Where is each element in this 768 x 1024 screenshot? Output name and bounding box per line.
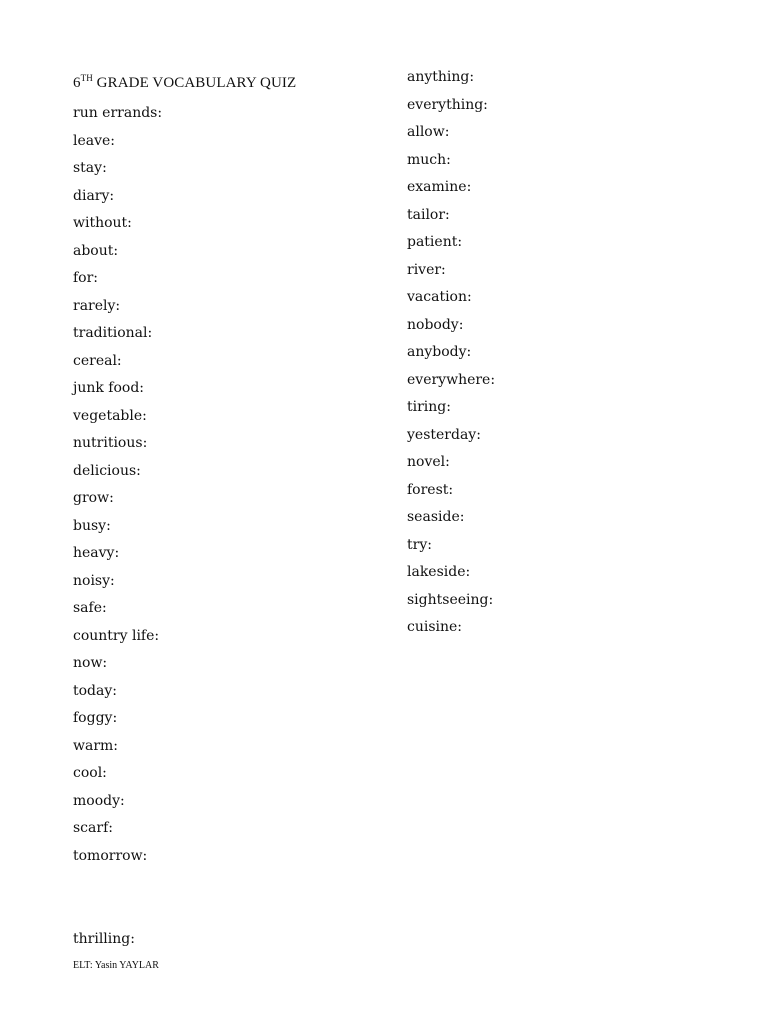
- vocabulary-item: tiring:: [407, 399, 451, 415]
- vocabulary-item: nutritious:: [73, 435, 148, 451]
- vocabulary-item: noisy:: [73, 572, 115, 589]
- vocabulary-list-left: [73, 102, 162, 872]
- vocabulary-item: novel:: [407, 454, 450, 470]
- vocabulary-item: tomorrow:: [73, 847, 148, 864]
- vocabulary-item: allow:: [407, 124, 450, 140]
- vocabulary-item: traditional:: [73, 325, 153, 341]
- vocabulary-item: warm:: [73, 737, 119, 754]
- page-title: [73, 75, 296, 92]
- footer-author: ELT: Yasin YAYLAR: [73, 960, 159, 971]
- vocabulary-item: yesterday:: [407, 426, 481, 443]
- vocabulary-item: today:: [73, 682, 117, 699]
- vocabulary-item: try:: [407, 536, 432, 553]
- vocabulary-item: rarely:: [73, 297, 121, 314]
- vocabulary-item: much:: [407, 151, 451, 168]
- vocabulary-item: examine:: [407, 179, 472, 195]
- vocabulary-item: country life:: [73, 627, 160, 644]
- vocabulary-item: sightseeing:: [407, 591, 494, 608]
- title-grade-number: 6: [73, 75, 81, 91]
- vocabulary-item: delicious:: [73, 462, 141, 479]
- vocabulary-item: lakeside:: [407, 564, 471, 580]
- vocabulary-item: cereal:: [73, 352, 122, 369]
- vocabulary-item: everything:: [407, 96, 488, 113]
- vocabulary-item: stay:: [73, 160, 107, 176]
- vocabulary-item: river:: [407, 261, 446, 278]
- vocabulary-item: anything:: [407, 69, 475, 85]
- vocabulary-item: vacation:: [407, 289, 472, 305]
- vocabulary-item: vegetable:: [73, 407, 147, 424]
- vocabulary-item: junk food:: [73, 380, 145, 396]
- vocabulary-item: heavy:: [73, 545, 120, 561]
- vocabulary-item: without:: [73, 215, 132, 231]
- vocabulary-item: leave:: [73, 132, 116, 149]
- vocabulary-item: nobody:: [407, 316, 464, 333]
- vocabulary-item: busy:: [73, 517, 111, 534]
- vocabulary-item: tailor:: [407, 206, 450, 223]
- vocabulary-item: grow:: [73, 490, 114, 506]
- vocabulary-item: for:: [73, 270, 99, 286]
- vocabulary-list-right: [407, 66, 495, 644]
- vocabulary-item: seaside:: [407, 509, 465, 525]
- title-superscript: TH: [80, 73, 93, 83]
- vocabulary-item: about:: [73, 242, 119, 259]
- title-text: GRADE VOCABULARY QUIZ: [92, 75, 297, 91]
- vocabulary-item: diary:: [73, 187, 115, 204]
- vocabulary-item: foggy:: [73, 710, 118, 726]
- vocabulary-item: anybody:: [407, 344, 472, 360]
- vocabulary-item: safe:: [73, 600, 107, 616]
- vocabulary-item: scarf:: [73, 820, 113, 836]
- vocabulary-item: moody:: [73, 792, 125, 809]
- vocabulary-item: run errands:: [73, 105, 163, 121]
- vocabulary-item: everywhere:: [407, 371, 496, 388]
- vocabulary-item-extra: thrilling:: [73, 931, 135, 947]
- vocabulary-item: cuisine:: [407, 619, 463, 635]
- vocabulary-item: patient:: [407, 234, 463, 250]
- vocabulary-item: cool:: [73, 765, 107, 781]
- vocabulary-item: now:: [73, 655, 108, 671]
- vocabulary-item: forest:: [407, 481, 454, 498]
